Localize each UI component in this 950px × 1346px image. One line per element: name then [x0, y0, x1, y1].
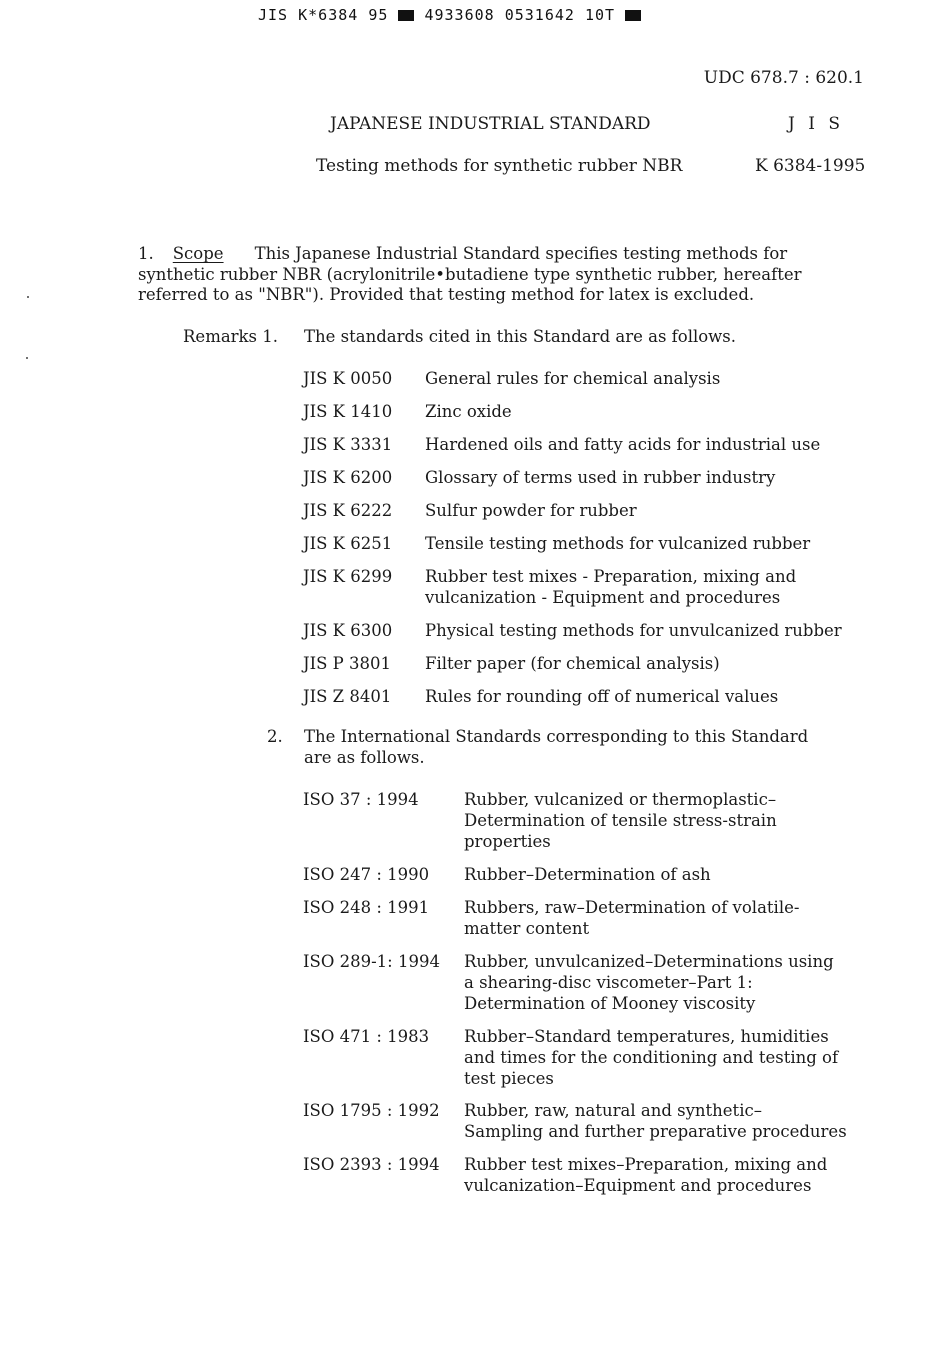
standard-code: ISO 2393 : 1994 [303, 1155, 440, 1174]
document-title: Testing methods for synthetic rubber NBR [316, 156, 683, 176]
standard-title [425, 566, 796, 608]
standard-title-line: Physical testing methods for unvulcanized rubber [425, 621, 842, 640]
standard-title-line: a shearing-disc viscometer–Part 1: [464, 973, 753, 992]
standard-title: JAPANESE INDUSTRIAL STANDARD [330, 114, 651, 134]
scope-paragraph [138, 244, 802, 306]
standard-title-line: Rubber, unvulcanized–Determinations using [464, 952, 834, 971]
remarks-second-text [304, 727, 808, 768]
standard-code: ISO 37 : 1994 [303, 790, 419, 809]
standard-code: JIS K 6300 [303, 621, 393, 640]
standard-title-line: General rules for chemical analysis [425, 369, 721, 388]
standard-title-line: Determination of Mooney viscosity [464, 994, 756, 1013]
standard-code: ISO 471 : 1983 [303, 1027, 430, 1046]
standard-title-line: vulcanization–Equipment and procedures [464, 1176, 812, 1195]
standard-title-line: properties [464, 832, 551, 851]
standard-title [425, 686, 778, 707]
standard-code: JIS Z 8401 [303, 687, 392, 706]
standard-code: ISO 1795 : 1992 [303, 1101, 440, 1120]
standard-title [464, 951, 834, 1014]
standard-code: ISO 248 : 1991 [303, 898, 430, 917]
standard-title-line: Rubber, vulcanized or thermoplastic– [464, 790, 777, 809]
standard-code: JIS K 1410 [303, 402, 393, 421]
standard-title-line: and times for the conditioning and testing of [464, 1048, 839, 1067]
standard-title-line: Rubber–Standard temperatures, humidities [464, 1027, 829, 1046]
scope-line-1 [138, 244, 802, 265]
remarks-second-line-1: The International Standards corresponding to this Standard [304, 727, 809, 746]
standard-title [425, 434, 820, 455]
remarks-label: Remarks 1. [183, 327, 279, 346]
standard-title-line: matter content [464, 919, 590, 938]
standard-title [464, 789, 777, 852]
scan-header-code [258, 6, 641, 24]
standard-title [425, 500, 637, 521]
jis-mark: J I S [788, 114, 844, 134]
standard-title [425, 533, 810, 554]
standard-title [425, 467, 775, 488]
standard-title [464, 897, 799, 939]
document-number: K 6384-1995 [755, 156, 866, 176]
standard-code: JIS K 6222 [303, 501, 393, 520]
standard-title-line: Rubber–Determination of ash [464, 865, 711, 884]
standard-title [425, 620, 842, 641]
standard-title-line: Filter paper (for chemical analysis) [425, 654, 720, 673]
standard-title-line: Rules for rounding off of numerical values [425, 687, 779, 706]
standard-title-line: Sampling and further preparative procedures [464, 1122, 847, 1141]
standard-title-line: Sulfur powder for rubber [425, 501, 637, 520]
standard-title [464, 864, 711, 885]
remarks-second-line-2: are as follows. [304, 747, 425, 767]
standard-title [425, 401, 512, 422]
standard-title-line: Rubber test mixes–Preparation, mixing and [464, 1155, 828, 1174]
standard-code: JIS K 6200 [303, 468, 393, 487]
margin-dot [27, 296, 29, 298]
standard-title [425, 368, 720, 389]
scope-line-2: synthetic rubber NBR (acrylonitrile•butadiene type synthetic rubber, hereafter [138, 264, 802, 284]
standard-title [464, 1100, 847, 1142]
standard-title-line: Hardened oils and fatty acids for industrial use [425, 435, 821, 454]
standard-title [464, 1026, 838, 1089]
standard-code: ISO 247 : 1990 [303, 865, 430, 884]
margin-dot [26, 357, 28, 359]
remarks-second-number: 2. [267, 727, 283, 746]
scope-line-3: referred to as "NBR"). Provided that testing method for latex is excluded. [138, 285, 755, 305]
scope-number: 1. [138, 244, 154, 263]
standard-title [425, 653, 720, 674]
standard-title-line: Tensile testing methods for vulcanized rubber [425, 534, 811, 553]
scope-text-1: This Japanese Industrial Standard specifies testing methods for [254, 244, 788, 263]
standard-code: JIS K 3331 [303, 435, 393, 454]
standard-code: JIS P 3801 [303, 654, 392, 673]
standard-code: ISO 289-1: 1994 [303, 952, 440, 971]
standard-title-line: Rubber test mixes - Preparation, mixing and [425, 567, 797, 586]
standard-title-line: Rubbers, raw–Determination of volatile- [464, 898, 800, 917]
black-block-mark [625, 10, 641, 21]
standard-code: JIS K 6251 [303, 534, 393, 553]
scope-label: Scope [172, 244, 224, 263]
udc-number: UDC 678.7 : 620.1 [703, 68, 864, 88]
standard-code: JIS K 0050 [303, 369, 393, 388]
standard-title-line: vulcanization - Equipment and procedures [425, 588, 781, 607]
remarks-intro: The standards cited in this Standard are as follows. [304, 327, 737, 346]
standard-title-line: test pieces [464, 1069, 554, 1088]
standard-title-line: Zinc oxide [425, 402, 512, 421]
standard-title-line: Rubber, raw, natural and synthetic– [464, 1101, 762, 1120]
header-code-b: 4933608 0531642 10T [424, 6, 616, 24]
standard-code: JIS K 6299 [303, 567, 393, 586]
standard-title-line: Glossary of terms used in rubber industry [425, 468, 776, 487]
standard-title [464, 1154, 827, 1196]
header-code-a: JIS K*6384 95 [258, 6, 389, 24]
black-block-mark [398, 10, 414, 21]
standard-title-line: Determination of tensile stress-strain [464, 811, 777, 830]
